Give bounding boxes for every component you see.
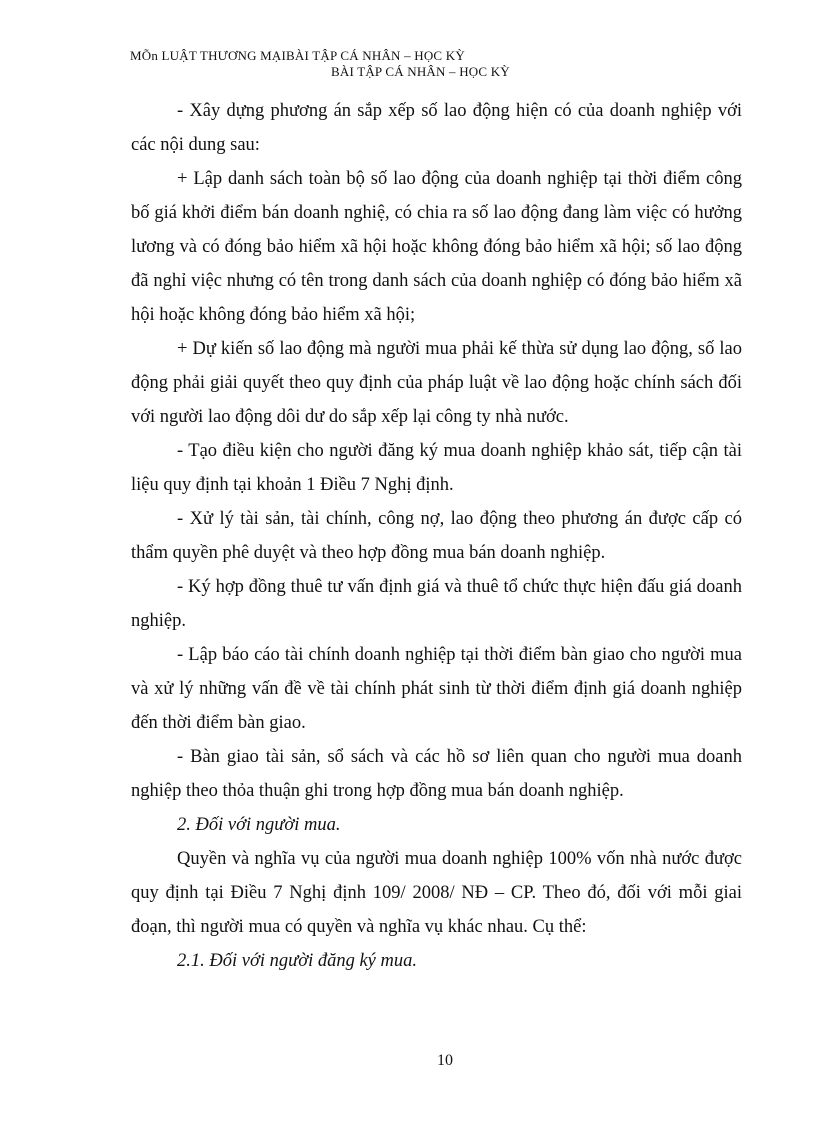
document-body [131, 94, 742, 978]
header-line-2: BÀI TẬP CÁ NHÂN – HỌC KỲ [331, 64, 510, 79]
subsection-heading: 2.1. Đối với người đăng ký mua. [177, 951, 417, 971]
paragraph-expected-workforce: + Dự kiến số lao động mà người mua phải kế thừa sử dụng lao động, số lao động phải giải quyết theo quy định của pháp luật về lao động hoặc chính sách đối với người lao động dôi dư do sắp xếp lại công ty nhà nước. [131, 339, 742, 427]
paragraph-handover: - Bàn giao tài sản, sổ sách và các hồ sơ liên quan cho người mua doanh nghiệp theo thỏa thuận ghi trong hợp đồng mua bán doanh nghiệp. [131, 747, 742, 801]
paragraph-valuation-contract: - Ký hợp đồng thuê tư vấn định giá và thuê tổ chức thực hiện đấu giá doanh nghiệp. [131, 577, 742, 631]
paragraph-asset-handling: - Xử lý tài sản, tài chính, công nợ, lao động theo phương án được cấp có thẩm quyền phê duyệt và theo hợp đồng mua bán doanh nghiệp. [131, 509, 742, 563]
paragraph-workforce-plan: - Xây dựng phương án sắp xếp số lao động hiện có của doanh nghiệp với các nội dung sau: [131, 101, 742, 155]
page-number: 10 [437, 1052, 453, 1069]
page-header [130, 48, 690, 80]
section-heading: 2. Đối với người mua. [177, 815, 341, 835]
paragraph-employee-list: + Lập danh sách toàn bộ số lao động của doanh nghiệp tại thời điểm công bố giá khởi điểm bán doanh nghiệ, có chia ra số lao động đang làm việc có hưởng lương và có đóng bảo hiểm xã hội hoặc không đóng bảo hiểm xã hội; số lao động đã nghỉ việc nhưng có tên trong danh sách của doanh nghiệp có đóng bảo hiểm xã hội hoặc không đóng bảo hiểm xã hội; [131, 169, 742, 325]
header-line-1: MÕn LUẬT THƯƠNG MẠIBÀI TẬP CÁ NHÂN – HỌC KỲ [130, 48, 465, 63]
paragraph-buyer-rights: Quyền và nghĩa vụ của người mua doanh nghiệp 100% vốn nhà nước được quy định tại Điều 7 Nghị định 109/ 2008/ NĐ – CP. Theo đó, đối với mỗi giai đoạn, thì người mua có quyền và nghĩa vụ khác nhau. Cụ thể: [131, 849, 742, 937]
paragraph-financial-report: - Lập báo cáo tài chính doanh nghiệp tại thời điểm bàn giao cho người mua và xử lý những vấn đề về tài chính phát sinh từ thời điểm định giá doanh nghiệp đến thời điểm bàn giao. [131, 645, 742, 733]
paragraph-survey-conditions: - Tạo điều kiện cho người đăng ký mua doanh nghiệp khảo sát, tiếp cận tài liệu quy định tại khoản 1 Điều 7 Nghị định. [131, 441, 742, 495]
